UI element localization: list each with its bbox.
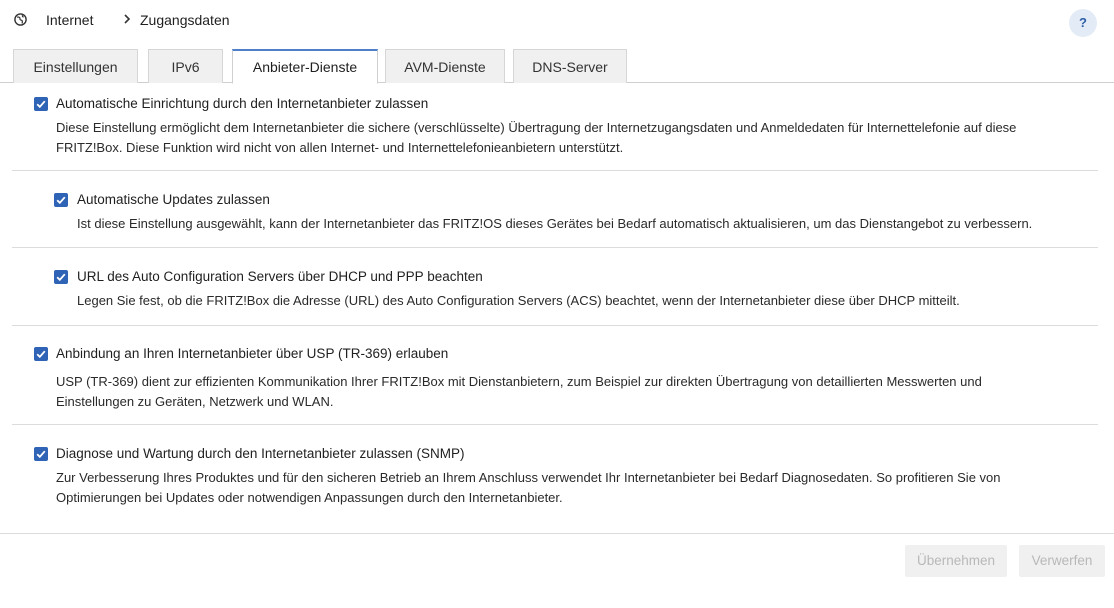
checkmark-icon <box>35 448 47 460</box>
checkmark-icon <box>55 194 67 206</box>
tab-dns-server[interactable]: DNS-Server <box>513 49 627 83</box>
acs-url-label[interactable]: URL des Auto Configuration Servers über DHCP und PPP beachten <box>77 269 483 284</box>
snmp-label[interactable]: Diagnose und Wartung durch den Internetanbieter zulassen (SNMP) <box>56 446 465 461</box>
usp-description: USP (TR-369) dient zur effizienten Kommunikation Ihrer FRITZ!Box mit Dienstanbietern, zum Beispiel zur direkten Übertragung von detaillierten Messwerten und Einstellungen zu Geräten, Netzwerk und WLAN. <box>56 374 982 409</box>
auto-setup-label[interactable]: Automatische Einrichtung durch den Internetanbieter zulassen <box>56 96 429 111</box>
globe-icon <box>14 13 27 26</box>
auto-updates-checkbox[interactable] <box>54 193 68 207</box>
checkmark-icon <box>35 98 47 110</box>
usp-label[interactable]: Anbindung an Ihren Internetanbieter über USP (TR-369) erlauben <box>56 346 449 361</box>
apply-button[interactable]: Übernehmen <box>905 545 1007 577</box>
acs-url-checkbox[interactable] <box>54 270 68 284</box>
breadcrumb-item-internet[interactable]: Internet <box>46 12 94 28</box>
breadcrumb-item-zugangsdaten: Zugangsdaten <box>140 12 230 28</box>
help-button[interactable]: ? <box>1069 9 1097 37</box>
discard-button[interactable]: Verwerfen <box>1019 545 1105 577</box>
footer-divider <box>0 533 1114 534</box>
tab-ipv6[interactable]: IPv6 <box>148 49 223 83</box>
auto-setup-checkbox[interactable] <box>34 97 48 111</box>
usp-checkbox[interactable] <box>34 347 48 361</box>
tab-avm-dienste[interactable]: AVM-Dienste <box>385 49 505 83</box>
acs-url-description: Legen Sie fest, ob die FRITZ!Box die Adresse (URL) des Auto Configuration Servers (ACS) beachtet, wenn der Internetanbieter diese über DHCP mitteilt. <box>77 293 960 308</box>
snmp-checkbox[interactable] <box>34 447 48 461</box>
auto-setup-description: Diese Einstellung ermöglicht dem Internetanbieter die sichere (verschlüsselte) Übertragung der Internetzugangsdaten und Anmeldedaten für Internettelefonie auf diese FRITZ!Box. Diese Funktion wird nicht von allen Internet- und Internettelefonieanbietern unterstützt. <box>56 120 1017 155</box>
tab-einstellungen[interactable]: Einstellungen <box>13 49 138 83</box>
checkmark-icon <box>55 271 67 283</box>
chevron-right-icon <box>122 14 132 24</box>
tab-anbieter-dienste[interactable]: Anbieter-Dienste <box>232 49 378 84</box>
divider <box>12 424 1098 425</box>
divider <box>12 325 1098 326</box>
auto-updates-label[interactable]: Automatische Updates zulassen <box>77 192 270 207</box>
divider <box>12 170 1098 171</box>
auto-updates-description: Ist diese Einstellung ausgewählt, kann der Internetanbieter das FRITZ!OS dieses Gerätes bei Bedarf automatisch aktualisieren, um das Dienstangebot zu verbessern. <box>77 216 1033 231</box>
breadcrumb <box>0 0 1114 42</box>
snmp-description: Zur Verbesserung Ihres Produktes und für den sicheren Betrieb an Ihrem Anschluss verwendet Ihr Internetanbieter bei Bedarf Diagnosedaten. So profitieren Sie von Optimierungen bei Updates oder notwendigen Anpassungen durch den Internetanbieter. <box>56 470 1001 505</box>
divider <box>12 247 1098 248</box>
checkmark-icon <box>35 348 47 360</box>
